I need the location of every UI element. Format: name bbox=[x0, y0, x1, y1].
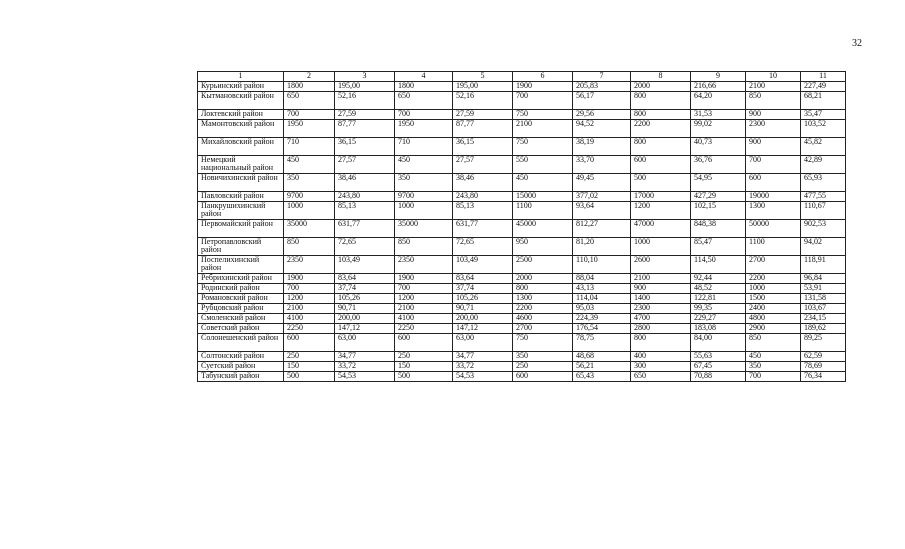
value-cell: 36,15 bbox=[335, 138, 395, 156]
value-cell: 88,04 bbox=[573, 274, 631, 284]
district-name-cell: Кытмановский район bbox=[198, 92, 284, 110]
value-cell: 700 bbox=[746, 156, 801, 174]
table-row bbox=[198, 352, 846, 362]
value-cell: 99,35 bbox=[691, 304, 746, 314]
table-row bbox=[198, 304, 846, 314]
value-cell: 38,46 bbox=[335, 174, 395, 192]
district-name-cell: Первомайский район bbox=[198, 220, 284, 238]
value-cell: 87,77 bbox=[335, 120, 395, 138]
value-cell: 48,68 bbox=[573, 352, 631, 362]
value-cell: 710 bbox=[395, 138, 453, 156]
value-cell: 110,10 bbox=[573, 256, 631, 274]
value-cell: 450 bbox=[746, 352, 801, 362]
value-cell: 114,50 bbox=[691, 256, 746, 274]
value-cell: 1200 bbox=[284, 294, 335, 304]
value-cell: 750 bbox=[513, 334, 573, 352]
value-cell: 85,47 bbox=[691, 238, 746, 256]
value-cell: 189,62 bbox=[801, 324, 846, 334]
value-cell: 2000 bbox=[513, 274, 573, 284]
value-cell: 1000 bbox=[284, 202, 335, 220]
value-cell: 118,91 bbox=[801, 256, 846, 274]
value-cell: 350 bbox=[746, 362, 801, 372]
value-cell: 205,83 bbox=[573, 82, 631, 92]
district-name-cell: Павловский район bbox=[198, 192, 284, 202]
value-cell: 114,04 bbox=[573, 294, 631, 304]
district-name-cell: Советский район bbox=[198, 324, 284, 334]
value-cell: 1800 bbox=[395, 82, 453, 92]
table-row bbox=[198, 220, 846, 238]
value-cell: 2100 bbox=[284, 304, 335, 314]
value-cell: 54,53 bbox=[335, 372, 395, 382]
value-cell: 76,34 bbox=[801, 372, 846, 382]
value-cell: 400 bbox=[631, 352, 691, 362]
table-row bbox=[198, 314, 846, 324]
value-cell: 2600 bbox=[631, 256, 691, 274]
value-cell: 848,38 bbox=[691, 220, 746, 238]
value-cell: 45000 bbox=[513, 220, 573, 238]
value-cell: 2800 bbox=[631, 324, 691, 334]
value-cell: 35,47 bbox=[801, 110, 846, 120]
value-cell: 710 bbox=[284, 138, 335, 156]
value-cell: 94,52 bbox=[573, 120, 631, 138]
value-cell: 500 bbox=[395, 372, 453, 382]
value-cell: 27,59 bbox=[335, 110, 395, 120]
value-cell: 2300 bbox=[746, 120, 801, 138]
value-cell: 2400 bbox=[746, 304, 801, 314]
value-cell: 243,80 bbox=[453, 192, 513, 202]
value-cell: 103,67 bbox=[801, 304, 846, 314]
table-row bbox=[198, 334, 846, 352]
value-cell: 31,53 bbox=[691, 110, 746, 120]
value-cell: 216,66 bbox=[691, 82, 746, 92]
value-cell: 250 bbox=[284, 352, 335, 362]
value-cell: 2700 bbox=[513, 324, 573, 334]
district-name-cell: Поспелихинский район bbox=[198, 256, 284, 274]
column-header: 2 bbox=[284, 72, 335, 82]
value-cell: 38,46 bbox=[453, 174, 513, 192]
table-row bbox=[198, 324, 846, 334]
value-cell: 49,45 bbox=[573, 174, 631, 192]
value-cell: 1000 bbox=[631, 238, 691, 256]
value-cell: 35000 bbox=[284, 220, 335, 238]
value-cell: 850 bbox=[284, 238, 335, 256]
value-cell: 195,00 bbox=[453, 82, 513, 92]
value-cell: 43,13 bbox=[573, 284, 631, 294]
value-cell: 122,81 bbox=[691, 294, 746, 304]
value-cell: 377,02 bbox=[573, 192, 631, 202]
value-cell: 812,27 bbox=[573, 220, 631, 238]
value-cell: 300 bbox=[631, 362, 691, 372]
value-cell: 70,88 bbox=[691, 372, 746, 382]
value-cell: 900 bbox=[746, 110, 801, 120]
value-cell: 2250 bbox=[395, 324, 453, 334]
value-cell: 83,64 bbox=[335, 274, 395, 284]
value-cell: 4100 bbox=[284, 314, 335, 324]
value-cell: 89,25 bbox=[801, 334, 846, 352]
value-cell: 105,26 bbox=[335, 294, 395, 304]
value-cell: 800 bbox=[631, 138, 691, 156]
value-cell: 85,13 bbox=[335, 202, 395, 220]
value-cell: 600 bbox=[746, 174, 801, 192]
table-row bbox=[198, 174, 846, 192]
value-cell: 34,77 bbox=[453, 352, 513, 362]
value-cell: 103,49 bbox=[335, 256, 395, 274]
value-cell: 92,44 bbox=[691, 274, 746, 284]
value-cell: 600 bbox=[284, 334, 335, 352]
value-cell: 700 bbox=[746, 372, 801, 382]
value-cell: 200,00 bbox=[453, 314, 513, 324]
value-cell: 900 bbox=[746, 138, 801, 156]
district-name-cell: Солтонский район bbox=[198, 352, 284, 362]
value-cell: 15000 bbox=[513, 192, 573, 202]
value-cell: 600 bbox=[631, 156, 691, 174]
column-header: 6 bbox=[513, 72, 573, 82]
value-cell: 131,58 bbox=[801, 294, 846, 304]
value-cell: 147,12 bbox=[453, 324, 513, 334]
value-cell: 176,54 bbox=[573, 324, 631, 334]
value-cell: 1100 bbox=[746, 238, 801, 256]
table-row bbox=[198, 92, 846, 110]
value-cell: 477,55 bbox=[801, 192, 846, 202]
value-cell: 350 bbox=[395, 174, 453, 192]
value-cell: 427,29 bbox=[691, 192, 746, 202]
value-cell: 72,65 bbox=[335, 238, 395, 256]
column-header: 9 bbox=[691, 72, 746, 82]
table-row bbox=[198, 192, 846, 202]
value-cell: 450 bbox=[284, 156, 335, 174]
data-table bbox=[197, 71, 846, 382]
table-row bbox=[198, 284, 846, 294]
district-name-cell: Суетский район bbox=[198, 362, 284, 372]
value-cell: 9700 bbox=[395, 192, 453, 202]
value-cell: 650 bbox=[631, 372, 691, 382]
value-cell: 229,27 bbox=[691, 314, 746, 324]
value-cell: 1300 bbox=[513, 294, 573, 304]
value-cell: 2100 bbox=[513, 120, 573, 138]
column-header: 3 bbox=[335, 72, 395, 82]
value-cell: 700 bbox=[284, 284, 335, 294]
table-row bbox=[198, 274, 846, 284]
value-cell: 65,93 bbox=[801, 174, 846, 192]
value-cell: 42,89 bbox=[801, 156, 846, 174]
value-cell: 850 bbox=[395, 238, 453, 256]
value-cell: 350 bbox=[513, 352, 573, 362]
district-name-cell: Солонешенский район bbox=[198, 334, 284, 352]
value-cell: 1200 bbox=[631, 202, 691, 220]
value-cell: 1000 bbox=[746, 284, 801, 294]
value-cell: 99,02 bbox=[691, 120, 746, 138]
value-cell: 4100 bbox=[395, 314, 453, 324]
value-cell: 800 bbox=[631, 110, 691, 120]
value-cell: 250 bbox=[395, 352, 453, 362]
value-cell: 2200 bbox=[631, 120, 691, 138]
value-cell: 38,19 bbox=[573, 138, 631, 156]
value-cell: 450 bbox=[395, 156, 453, 174]
column-header: 10 bbox=[746, 72, 801, 82]
value-cell: 243,80 bbox=[335, 192, 395, 202]
value-cell: 2100 bbox=[631, 274, 691, 284]
value-cell: 33,70 bbox=[573, 156, 631, 174]
table-row bbox=[198, 156, 846, 174]
value-cell: 227,49 bbox=[801, 82, 846, 92]
value-cell: 78,69 bbox=[801, 362, 846, 372]
value-cell: 900 bbox=[631, 284, 691, 294]
value-cell: 700 bbox=[284, 110, 335, 120]
value-cell: 550 bbox=[513, 156, 573, 174]
value-cell: 110,67 bbox=[801, 202, 846, 220]
table-body bbox=[198, 82, 846, 382]
value-cell: 650 bbox=[395, 92, 453, 110]
table-row bbox=[198, 120, 846, 138]
value-cell: 600 bbox=[513, 372, 573, 382]
value-cell: 2300 bbox=[631, 304, 691, 314]
value-cell: 35000 bbox=[395, 220, 453, 238]
value-cell: 102,15 bbox=[691, 202, 746, 220]
value-cell: 147,12 bbox=[335, 324, 395, 334]
table-row bbox=[198, 82, 846, 92]
district-name-cell: Новичихинский район bbox=[198, 174, 284, 192]
value-cell: 52,16 bbox=[453, 92, 513, 110]
value-cell: 45,82 bbox=[801, 138, 846, 156]
table-row bbox=[198, 202, 846, 220]
district-name-cell: Михайловский район bbox=[198, 138, 284, 156]
value-cell: 47000 bbox=[631, 220, 691, 238]
value-cell: 34,77 bbox=[335, 352, 395, 362]
district-name-cell: Рубцовский район bbox=[198, 304, 284, 314]
value-cell: 1500 bbox=[746, 294, 801, 304]
value-cell: 27,57 bbox=[453, 156, 513, 174]
value-cell: 2350 bbox=[284, 256, 335, 274]
value-cell: 234,15 bbox=[801, 314, 846, 324]
value-cell: 150 bbox=[284, 362, 335, 372]
value-cell: 350 bbox=[284, 174, 335, 192]
value-cell: 85,13 bbox=[453, 202, 513, 220]
value-cell: 500 bbox=[284, 372, 335, 382]
value-cell: 33,72 bbox=[335, 362, 395, 372]
value-cell: 1200 bbox=[395, 294, 453, 304]
district-name-cell: Табунский район bbox=[198, 372, 284, 382]
value-cell: 800 bbox=[631, 92, 691, 110]
value-cell: 2100 bbox=[746, 82, 801, 92]
value-cell: 950 bbox=[513, 238, 573, 256]
district-name-cell: Мамонтовский район bbox=[198, 120, 284, 138]
value-cell: 1950 bbox=[395, 120, 453, 138]
value-cell: 2100 bbox=[395, 304, 453, 314]
value-cell: 84,00 bbox=[691, 334, 746, 352]
value-cell: 2000 bbox=[631, 82, 691, 92]
value-cell: 750 bbox=[513, 110, 573, 120]
district-name-cell: Панкрушихинский район bbox=[198, 202, 284, 220]
value-cell: 17000 bbox=[631, 192, 691, 202]
value-cell: 36,15 bbox=[453, 138, 513, 156]
value-cell: 700 bbox=[395, 284, 453, 294]
value-cell: 200,00 bbox=[335, 314, 395, 324]
table-row bbox=[198, 294, 846, 304]
page-number: 32 bbox=[852, 38, 862, 49]
value-cell: 56,17 bbox=[573, 92, 631, 110]
value-cell: 90,71 bbox=[453, 304, 513, 314]
value-cell: 53,91 bbox=[801, 284, 846, 294]
value-cell: 94,02 bbox=[801, 238, 846, 256]
table-row bbox=[198, 110, 846, 120]
value-cell: 63,00 bbox=[335, 334, 395, 352]
table-row bbox=[198, 372, 846, 382]
column-header: 1 bbox=[198, 72, 284, 82]
value-cell: 56,21 bbox=[573, 362, 631, 372]
column-header: 7 bbox=[573, 72, 631, 82]
value-cell: 650 bbox=[284, 92, 335, 110]
value-cell: 9700 bbox=[284, 192, 335, 202]
district-name-cell: Немецкий национальный район bbox=[198, 156, 284, 174]
value-cell: 4700 bbox=[631, 314, 691, 324]
column-header: 5 bbox=[453, 72, 513, 82]
table-row bbox=[198, 256, 846, 274]
value-cell: 40,73 bbox=[691, 138, 746, 156]
value-cell: 67,45 bbox=[691, 362, 746, 372]
value-cell: 750 bbox=[513, 138, 573, 156]
value-cell: 93,64 bbox=[573, 202, 631, 220]
value-cell: 103,52 bbox=[801, 120, 846, 138]
column-header: 8 bbox=[631, 72, 691, 82]
value-cell: 64,20 bbox=[691, 92, 746, 110]
district-name-cell: Родинский район bbox=[198, 284, 284, 294]
value-cell: 37,74 bbox=[335, 284, 395, 294]
value-cell: 1900 bbox=[513, 82, 573, 92]
value-cell: 36,76 bbox=[691, 156, 746, 174]
value-cell: 63,00 bbox=[453, 334, 513, 352]
value-cell: 1800 bbox=[284, 82, 335, 92]
value-cell: 68,21 bbox=[801, 92, 846, 110]
value-cell: 631,77 bbox=[453, 220, 513, 238]
value-cell: 1300 bbox=[746, 202, 801, 220]
value-cell: 90,71 bbox=[335, 304, 395, 314]
value-cell: 50000 bbox=[746, 220, 801, 238]
table-row bbox=[198, 138, 846, 156]
column-header: 11 bbox=[801, 72, 846, 82]
value-cell: 450 bbox=[513, 174, 573, 192]
value-cell: 83,64 bbox=[453, 274, 513, 284]
value-cell: 19000 bbox=[746, 192, 801, 202]
value-cell: 2350 bbox=[395, 256, 453, 274]
value-cell: 183,08 bbox=[691, 324, 746, 334]
table-row bbox=[198, 238, 846, 256]
district-name-cell: Петропавловский район bbox=[198, 238, 284, 256]
value-cell: 87,77 bbox=[453, 120, 513, 138]
value-cell: 902,53 bbox=[801, 220, 846, 238]
district-name-cell: Курьинский район bbox=[198, 82, 284, 92]
district-name-cell: Локтевский район bbox=[198, 110, 284, 120]
value-cell: 195,00 bbox=[335, 82, 395, 92]
value-cell: 1950 bbox=[284, 120, 335, 138]
value-cell: 96,84 bbox=[801, 274, 846, 284]
value-cell: 500 bbox=[631, 174, 691, 192]
value-cell: 700 bbox=[513, 92, 573, 110]
value-cell: 2900 bbox=[746, 324, 801, 334]
value-cell: 1900 bbox=[284, 274, 335, 284]
table-row bbox=[198, 362, 846, 372]
value-cell: 48,52 bbox=[691, 284, 746, 294]
value-cell: 2500 bbox=[513, 256, 573, 274]
value-cell: 33,72 bbox=[453, 362, 513, 372]
value-cell: 29,56 bbox=[573, 110, 631, 120]
value-cell: 72,65 bbox=[453, 238, 513, 256]
district-name-cell: Ребрихинский район bbox=[198, 274, 284, 284]
value-cell: 2200 bbox=[746, 274, 801, 284]
value-cell: 1400 bbox=[631, 294, 691, 304]
value-cell: 78,75 bbox=[573, 334, 631, 352]
value-cell: 800 bbox=[631, 334, 691, 352]
district-name-cell: Романовский район bbox=[198, 294, 284, 304]
value-cell: 850 bbox=[746, 334, 801, 352]
value-cell: 4800 bbox=[746, 314, 801, 324]
value-cell: 65,43 bbox=[573, 372, 631, 382]
value-cell: 850 bbox=[746, 92, 801, 110]
value-cell: 54,95 bbox=[691, 174, 746, 192]
value-cell: 150 bbox=[395, 362, 453, 372]
value-cell: 27,57 bbox=[335, 156, 395, 174]
column-header: 4 bbox=[395, 72, 453, 82]
value-cell: 103,49 bbox=[453, 256, 513, 274]
value-cell: 37,74 bbox=[453, 284, 513, 294]
value-cell: 1100 bbox=[513, 202, 573, 220]
value-cell: 52,16 bbox=[335, 92, 395, 110]
value-cell: 54,53 bbox=[453, 372, 513, 382]
value-cell: 95,03 bbox=[573, 304, 631, 314]
value-cell: 600 bbox=[395, 334, 453, 352]
value-cell: 2250 bbox=[284, 324, 335, 334]
value-cell: 700 bbox=[395, 110, 453, 120]
district-name-cell: Смоленский район bbox=[198, 314, 284, 324]
value-cell: 250 bbox=[513, 362, 573, 372]
value-cell: 81,20 bbox=[573, 238, 631, 256]
value-cell: 1000 bbox=[395, 202, 453, 220]
value-cell: 2700 bbox=[746, 256, 801, 274]
value-cell: 62,59 bbox=[801, 352, 846, 362]
value-cell: 2200 bbox=[513, 304, 573, 314]
value-cell: 55,63 bbox=[691, 352, 746, 362]
value-cell: 27,59 bbox=[453, 110, 513, 120]
value-cell: 105,26 bbox=[453, 294, 513, 304]
value-cell: 224,39 bbox=[573, 314, 631, 324]
value-cell: 631,77 bbox=[335, 220, 395, 238]
value-cell: 4600 bbox=[513, 314, 573, 324]
value-cell: 1900 bbox=[395, 274, 453, 284]
value-cell: 800 bbox=[513, 284, 573, 294]
table-header-row bbox=[198, 72, 846, 82]
